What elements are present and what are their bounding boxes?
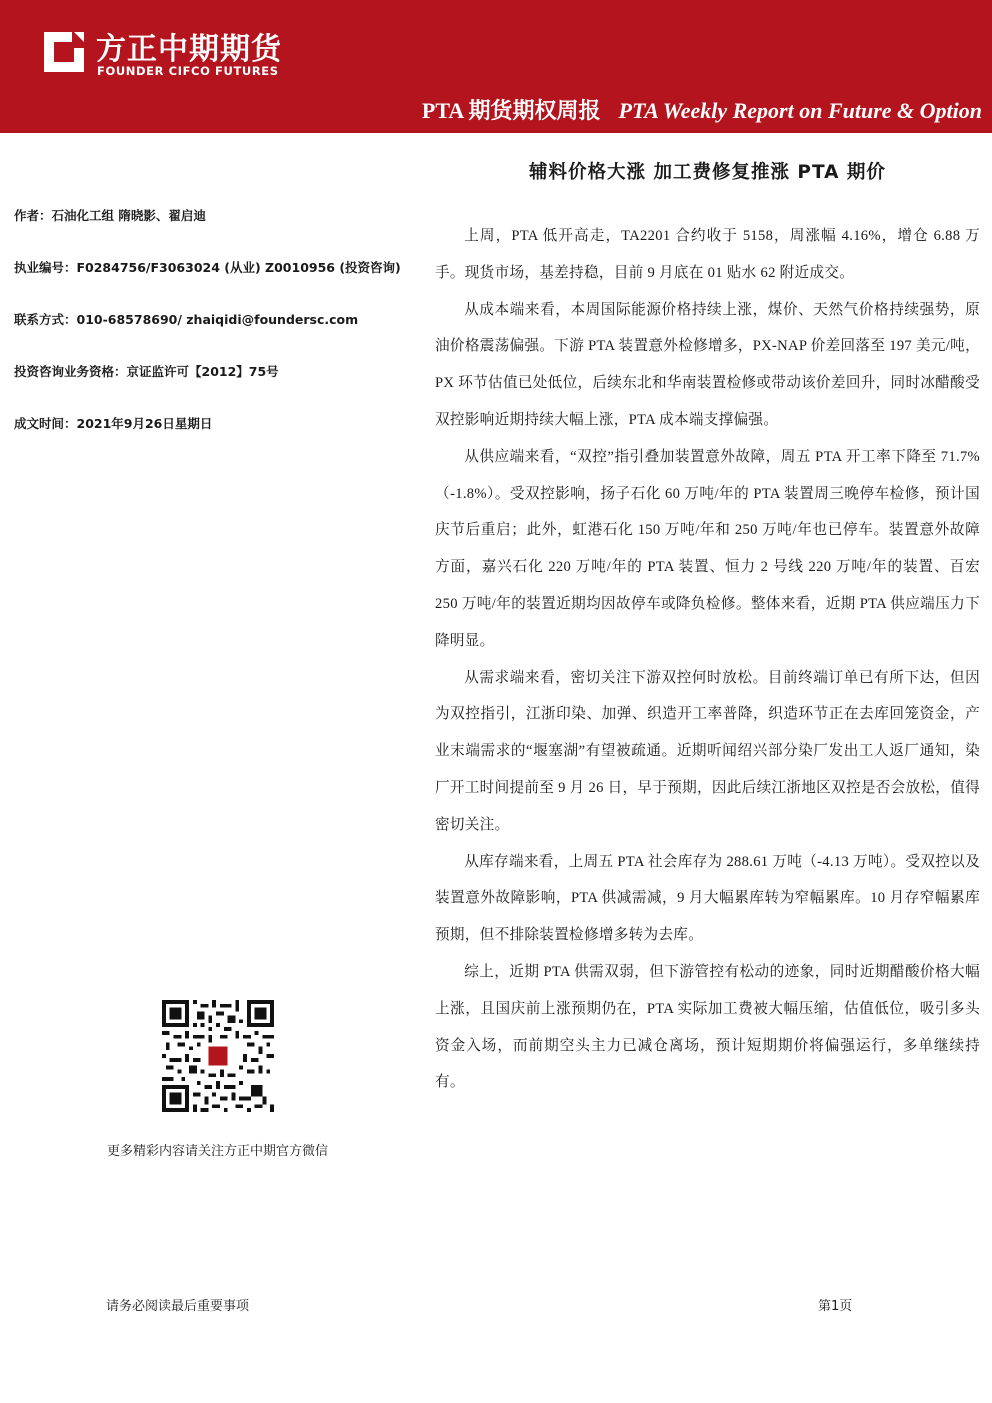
paragraph-inventory: 从库存端来看，上周五 PTA 社会库存为 288.61 万吨（-4.13 万吨）。受双控以及装置意外故障影响，PTA 供减需减，9 月大幅累库转为窄幅累库。10 月存窄幅累库预期，但不排除装置检修增多转为去库。 xyxy=(435,853,980,944)
meta-contact: 联系方式：010-68578690/ zhaiqidi@foundersc.com xyxy=(14,312,359,327)
company-logo xyxy=(40,22,300,82)
meta-author: 作者：石油化工组 隋晓影、翟启迪 xyxy=(14,208,206,223)
page-number: 第1页 xyxy=(818,1299,853,1314)
paragraph-demand-side: 从需求端来看，密切关注下游双控何时放松。目前终端订单已有所下达，但因为双控指引，江浙印染、加弹、织造开工率普降，织造环节正在去库回笼资金，产业末端需求的“堰塞湖”有望被疏通。近期听闻绍兴部分染厂发出工人返厂通知，染厂开工时间提前至 9 月 26 日，早于预期，因此后续江浙地区双控是否会放松，值得密切关注。 xyxy=(435,669,980,833)
meta-qualification: 投资咨询业务资格：京证监许可【2012】75号 xyxy=(14,364,279,379)
qr-code-icon xyxy=(162,1000,274,1112)
meta-license: 执业编号：F0284756/F3063024 (从业) Z0010956 (投资咨询) xyxy=(14,260,401,275)
report-body xyxy=(435,218,980,1101)
report-title-cn: PTA 期货期权周报 xyxy=(421,98,601,123)
logo-chinese-name: 方正中期期货 xyxy=(96,32,282,67)
meta-date: 成文时间：2021年9月26日星期日 xyxy=(14,416,213,431)
qr-caption: 更多精彩内容请关注方正中期官方微信 xyxy=(106,1144,328,1159)
paragraph-market-summary: 上周，PTA 低开高走，TA2201 合约收于 5158，周涨幅 4.16%，增仓 6.88 万手。现货市场，基差持稳，目前 9 月底在 01 贴水 62 附近成交。 xyxy=(435,228,980,281)
footer-notice: 请务必阅读最后重要事项 xyxy=(106,1299,250,1314)
report-series-title xyxy=(422,94,982,125)
header-banner xyxy=(0,0,992,133)
logo-english-name: FOUNDER CIFCO FUTURES xyxy=(97,64,279,78)
article-title: 辅料价格大涨 加工费修复推涨 PTA 期价 xyxy=(529,162,886,183)
logo-mark-icon xyxy=(40,28,88,76)
report-title-en: PTA Weekly Report on Future & Option xyxy=(618,98,982,123)
paragraph-supply-side: 从供应端来看，“双控”指引叠加装置意外故障，周五 PTA 开工率下降至 71.7%（-1.8%）。受双控影响，扬子石化 60 万吨/年的 PTA 装置周三晚停车检修，预计国庆节后重启；此外，虹港石化 150 万吨/年和 250 万吨/年也已停车。装置意外故障方面，嘉兴石化 220 万吨/年的 PTA 装置、恒力 2 号线 220 万吨/年的装置、百宏 250 万吨/年的装置近期均因故停车或降负检修。整体来看，近期 PTA 供应端压力下降明显。 xyxy=(435,448,980,649)
paragraph-cost-side: 从成本端来看，本周国际能源价格持续上涨，煤价、天然气价格持续强势，原油价格震荡偏强。下游 PTA 装置意外检修增多，PX-NAP 价差回落至 197 美元/吨，PX 环节估值已处低位，后续东北和华南装置检修或带动该价差回升，同时冰醋酸受双控影响近期持续大幅上涨，PTA 成本端支撑偏强。 xyxy=(435,301,980,428)
paragraph-conclusion: 综上，近期 PTA 供需双弱，但下游管控有松动的迹象，同时近期醋酸价格大幅上涨，且国庆前上涨预期仍在，PTA 实际加工费被大幅压缩，估值低位，吸引多头资金入场，而前期空头主力已减仓离场，预计短期期价将偏强运行，多单继续持有。 xyxy=(435,963,980,1091)
